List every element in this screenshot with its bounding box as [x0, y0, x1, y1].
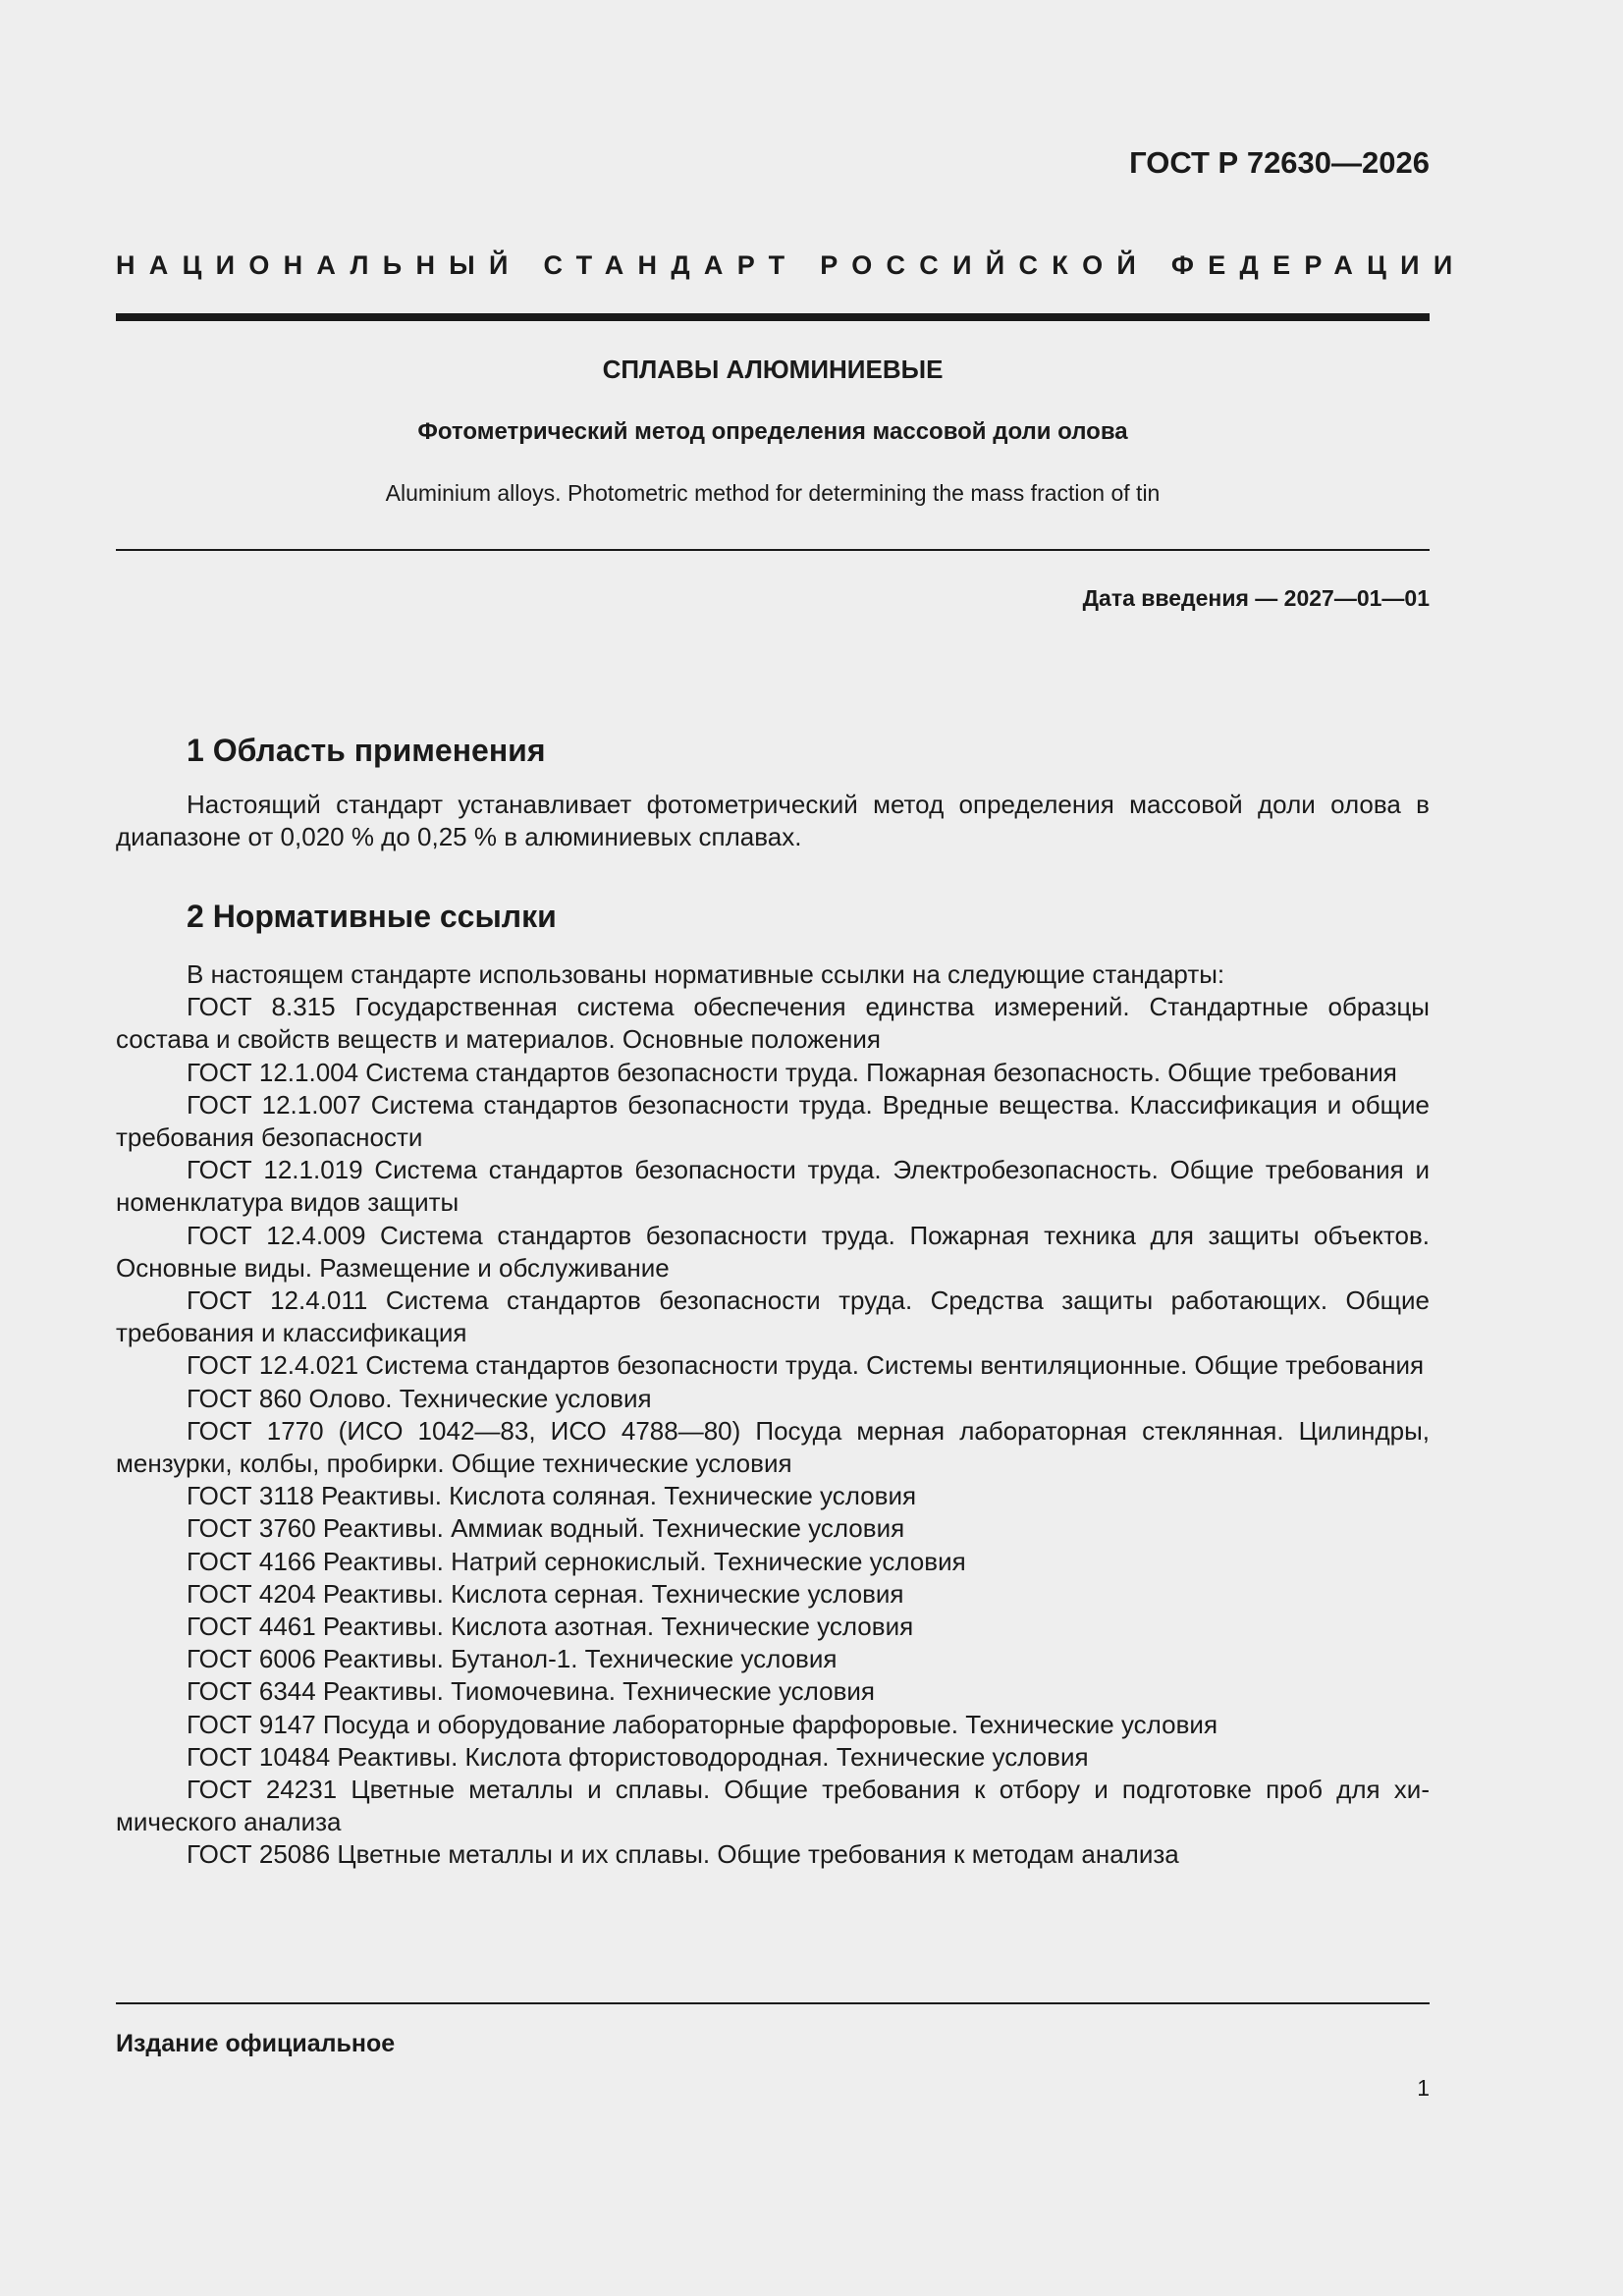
header-divider: [116, 313, 1430, 321]
section-1-heading: 1 Область применения: [187, 733, 546, 768]
section-1-body: [116, 789, 1430, 853]
reference-item: ГОСТ 4204 Реактивы. Кислота серная. Технические условия: [187, 1578, 904, 1609]
reference-item: ГОСТ 25086 Цветные металлы и их сплавы. Общие требования к методам анализа: [187, 1839, 1179, 1870]
reference-item: ГОСТ 24231 Цветные металлы и сплавы. Общие требования к отбору и подготовке проб для химического анализа: [116, 1775, 1430, 1837]
reference-list: [116, 991, 1430, 1871]
introduction-date: Дата введения — 2027—01—01: [1082, 585, 1430, 611]
reference-item: ГОСТ 12.4.009 Система стандартов безопасности труда. Пожарная техника для защиты объектов. Основные виды. Размещение и обслуживание: [116, 1220, 1430, 1283]
document-title: СПЛАВЫ АЛЮМИНИЕВЫЕ: [602, 355, 944, 384]
reference-item: ГОСТ 1770 (ИСО 1042—83, ИСО 4788—80) Посуда мерная лабораторная стеклянная. Цилиндры, мензурки, колбы, пробирки. Общие технические условия: [116, 1415, 1430, 1479]
national-standard-banner: НАЦИОНАЛЬНЫЙ СТАНДАРТ РОССИЙСКОЙ ФЕДЕРАЦИИ: [116, 250, 1467, 280]
section-2-body: [116, 958, 1430, 1872]
section-2-heading: 2 Нормативные ссылки: [187, 899, 557, 934]
section-2-intro: В настоящем стандарте использованы нормативные ссылки на следующие стандарты:: [187, 959, 1225, 989]
reference-item: ГОСТ 6344 Реактивы. Тиомочевина. Технические условия: [187, 1676, 876, 1707]
reference-item: ГОСТ 4166 Реактивы. Натрий сернокислый. Технические условия: [187, 1546, 966, 1576]
page-number: 1: [1417, 2075, 1430, 2101]
reference-item: ГОСТ 860 Олово. Технические условия: [187, 1383, 652, 1413]
reference-item: ГОСТ 12.1.007 Система стандартов безопасности труда. Вредные вещества. Классификация и общие требования безопасности: [116, 1089, 1430, 1153]
document-page: [116, 0, 1467, 2296]
section-1-text: Настоящий стандарт устанавливает фотометрический метод определения массовой доли олова в диапазоне от 0,020 % до 0,25 % в алюминиевых сплавах.: [116, 790, 1430, 852]
official-edition-label: Издание официальное: [116, 2030, 396, 2057]
reference-item: ГОСТ 3760 Реактивы. Аммиак водный. Технические условия: [187, 1513, 905, 1544]
reference-item: ГОСТ 6006 Реактивы. Бутанол-1. Технические условия: [187, 1644, 838, 1674]
document-title-english: Aluminium alloys. Photometric method for determining the mass fraction of tin: [385, 480, 1161, 506]
reference-item: ГОСТ 9147 Посуда и оборудование лабораторные фарфоровые. Технические условия: [187, 1709, 1218, 1739]
reference-item: ГОСТ 8.315 Государственная система обеспечения единства измерений. Стандартные образцы состава и свойств веществ и материалов. Основные положения: [116, 992, 1430, 1055]
title-divider: [116, 549, 1430, 551]
footer-divider: [116, 2002, 1430, 2004]
reference-item: ГОСТ 12.1.019 Система стандартов безопасности труда. Электробезопасность. Общие требования и номенклатура видов защиты: [116, 1155, 1430, 1218]
reference-item: ГОСТ 10484 Реактивы. Кислота фтористоводородная. Технические условия: [187, 1741, 1089, 1772]
reference-item: ГОСТ 3118 Реактивы. Кислота соляная. Технические условия: [187, 1481, 917, 1511]
reference-item: ГОСТ 12.4.011 Система стандартов безопасности труда. Средства защиты работающих. Общие требования и классификация: [116, 1285, 1430, 1348]
reference-item: ГОСТ 4461 Реактивы. Кислота азотная. Технические условия: [187, 1612, 914, 1642]
document-subtitle: Фотометрический метод определения массовой доли олова: [417, 418, 1128, 445]
reference-item: ГОСТ 12.1.004 Система стандартов безопасности труда. Пожарная безопасность. Общие требования: [187, 1057, 1397, 1087]
reference-item: ГОСТ 12.4.021 Система стандартов безопасности труда. Системы вентиляционные. Общие требования: [187, 1350, 1425, 1381]
standard-code: ГОСТ Р 72630—2026: [1129, 145, 1430, 180]
